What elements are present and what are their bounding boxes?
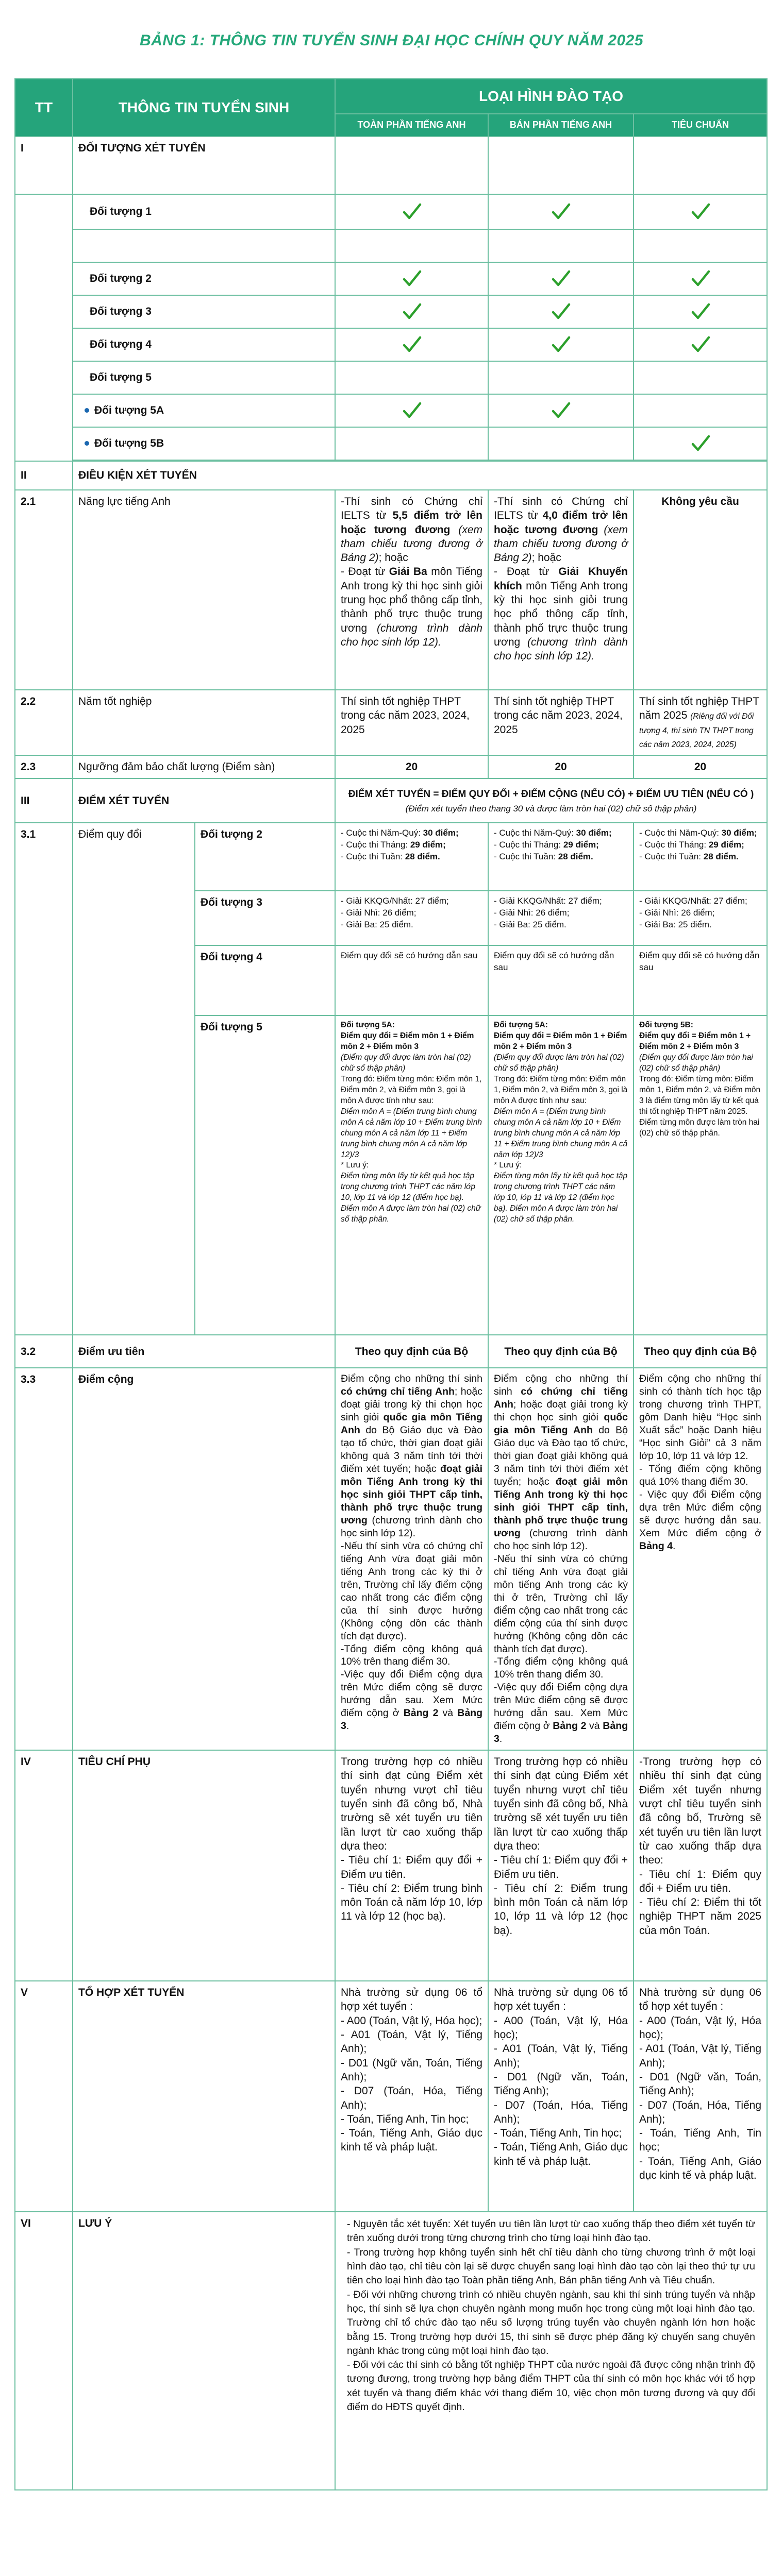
check-icon [488, 194, 634, 229]
grad-year-standard: Thí sinh tốt nghiệp THPT năm 2025 (Riêng đối với Đối tượng 4, thí sinh TN THPT trong các năm 2023, 2024, 2025) [634, 690, 767, 755]
header-tt: TT [15, 79, 73, 137]
combos-half: Nhà trường sử dụng 06 tổ hợp xét tuyển : - A00 (Toán, Vật lý, Hóa học); - A01 (Toán, Vật lý, Tiếng Anh); - D01 (Ngữ văn, Toán, Tiếng Anh); - D07 (Toán, Hóa, Tiếng Anh); - Toán, Tiếng Anh, Tin học; - Toán, Tiếng Anh, Giáo dục kinh tế và pháp luật. [488, 1981, 634, 2212]
floor-score-standard: 20 [634, 755, 767, 778]
target-5b-label: Đối tượng 5B [94, 437, 164, 450]
priority-full: Theo quy định của Bộ [335, 1335, 488, 1368]
sub-label: Đối tượng 4 [195, 945, 335, 1015]
dt4-standard: Điểm quy đổi sẽ có hướng dẫn sau [634, 945, 767, 1015]
note-paragraph: - Đối với những chương trình có nhiều chuyên ngành, sau khi thí sinh trúng tuyển và nhập học, thí sinh sẽ lựa chọn chuyên ngành mong muốn học trong cùng một loại hình đào tạo. Trường chỉ tổ chức đào tạo nếu số lượng trúng tuyển vào chuyên ngành lớn hơn hoặc bằng 15. Trong trường hợp dưới 15, thí sinh sẽ được phép đăng ký chuyển sang chuyên ngành khác trong cùng một loại hình đào tạo. [347, 2289, 756, 2357]
check-icon [634, 295, 767, 328]
row-label: Năng lực tiếng Anh [73, 490, 335, 690]
check-icon [335, 194, 488, 229]
check-icon [634, 194, 767, 229]
combos-full: Nhà trường sử dụng 06 tổ hợp xét tuyển : - A00 (Toán, Vật lý, Hóa học); - A01 (Toán, Vật lý, Tiếng Anh); - D01 (Ngữ văn, Toán, Tiếng Anh); - D07 (Toán, Hóa, Tiếng Anh); - Toán, Tiếng Anh, Tin học; - Toán, Tiếng Anh, Giáo dục kinh tế và pháp luật. [335, 1981, 488, 2212]
section-no: II [15, 461, 73, 490]
grad-year-full: Thí sinh tốt nghiệp THPT trong các năm 2023, 2024, 2025 [335, 690, 488, 755]
dt2-half: - Cuộc thi Năm-Quý: 30 điểm; - Cuộc thi Tháng: 29 điểm; - Cuộc thi Tuần: 28 điểm. [488, 823, 634, 891]
section-label: ĐỐI TƯỢNG XÉT TUYỂN [73, 137, 335, 194]
target-1-label: Đối tượng 1 [73, 194, 335, 229]
row-no: 3.2 [15, 1335, 73, 1368]
dt2-full: - Cuộc thi Năm-Quý: 30 điểm; - Cuộc thi Tháng: 29 điểm; - Cuộc thi Tuần: 28 điểm. [335, 823, 488, 891]
english-req-full: -Thí sinh có Chứng chỉ IELTS từ 5,5 điểm trở lên hoặc tương đương (xem tham chiếu tương đương ở Bảng 2); hoặc - Đoạt từ Giải Ba môn Tiếng Anh trong kỳ thi học sinh giỏi trung học phổ thông cấp tỉnh, thành phố trực thuộc trung ương (chương trình dành cho học sinh lớp 12). [335, 490, 488, 690]
tiebreak-standard: -Trong trường hợp có nhiều thí sinh đạt cùng Điểm xét tuyển nhưng vượt chỉ tiêu tuyển sinh đã công bố, Trường sẽ xét tuyển ưu tiên lần lượt từ cao xuống thấp dựa theo: - Tiêu chí 1: Điểm quy đổi + Điểm ưu tiên. - Tiêu chí 2: Điểm thi tốt nghiệp THPT năm 2025 của môn Toán. [634, 1750, 767, 1981]
check-icon [634, 328, 767, 361]
row-label: Điểm ưu tiên [73, 1335, 335, 1368]
header-info: THÔNG TIN TUYỂN SINH [73, 79, 335, 137]
header-types: LOẠI HÌNH ĐÀO TẠO [335, 79, 767, 114]
section-i-spacer [15, 194, 73, 461]
check-icon [488, 394, 634, 427]
note-paragraph: - Nguyên tắc xét tuyển: Xét tuyển ưu tiên lần lượt từ cao xuống thấp theo điểm xét tuyển từ trên xuống dưới trong từng chương trình cho từng loại hình đào tạo. [347, 2218, 756, 2244]
priority-standard: Theo quy định của Bộ [634, 1335, 767, 1368]
row-no: 3.1 [15, 823, 73, 1335]
bullet-icon [85, 408, 89, 413]
section-label: LƯU Ý [73, 2212, 335, 2490]
check-icon [488, 295, 634, 328]
header-col-full-english: TOÀN PHẦN TIẾNG ANH [335, 114, 488, 137]
bonus-full: Điểm cộng cho những thí sinh có chứng chỉ tiếng Anh; hoặc đoạt giải trong kỳ thi chọn học sinh giỏi quốc gia môn Tiếng Anh do Bộ Giáo dục và Đào tạo tổ chức, thời gian đoạt giải không quá 3 năm tính tới thời điểm xét tuyển; hoặc đoạt giải môn Tiếng Anh trong kỳ thi học sinh giỏi THPT cấp tỉnh, thành phố trực thuộc trung ương (chương trình dành cho học sinh lớp 12). -Nếu thí sinh vừa có chứng chỉ tiếng Anh vừa đoạt giải môn tiếng Anh trong các kỳ thi ở trên, Trường chỉ lấy điểm cộng cao nhất trong các điểm cộng của thí sinh được hưởng (Không cộng dồn các thành tích đạt được). -Tổng điểm cộng không quá 10% trên thang điểm 30. -Việc quy đổi Điểm cộng dựa trên Mức điểm cộng sẽ được hướng dẫn sau. Xem Mức điểm cộng ở Bảng 2 và Bảng 3. [335, 1368, 488, 1750]
admission-table [14, 78, 767, 2490]
note-paragraph: - Trong trường hợp không tuyển sinh hết chỉ tiêu dành cho từng chương trình ở một loại hình đào tạo, chỉ tiêu còn lại sẽ được chuyển sang loại hình đào tạo còn lại theo thứ tự ưu tiên cho loại hình đào tạo Toàn phần tiếng Anh, Bán phần tiếng Anh và Tiêu chuẩn. [347, 2246, 756, 2286]
section-no: I [15, 137, 73, 194]
notes-cell [335, 2212, 767, 2490]
floor-score-half: 20 [488, 755, 634, 778]
grad-year-half: Thí sinh tốt nghiệp THPT trong các năm 2023, 2024, 2025 [488, 690, 634, 755]
check-icon [488, 262, 634, 295]
section-no: V [15, 1981, 73, 2212]
header-col-half-english: BÁN PHẦN TIẾNG ANH [488, 114, 634, 137]
row-label: Năm tốt nghiệp [73, 690, 335, 755]
section-label: ĐIỀU KIỆN XÉT TUYỂN [73, 461, 767, 490]
target-5a-row [73, 394, 335, 427]
combos-standard: Nhà trường sử dụng 06 tổ hợp xét tuyển : - A00 (Toán, Vật lý, Hóa học); - A01 (Toán, Vật lý, Tiếng Anh); - D01 (Ngữ văn, Toán, Tiếng Anh); - D07 (Toán, Hóa, Tiếng Anh); - Toán, Tiếng Anh, Tin học; - Toán, Tiếng Anh, Giáo dục kinh tế và pháp luật. [634, 1981, 767, 2212]
bonus-standard: Điểm cộng cho những thí sinh có thành tích học tập trong chương trình THPT, gồm Danh hiệu “Học sinh Xuất sắc” hoặc Danh hiệu “Học sinh Giỏi” cả 3 năm lớp 10, lớp 11 và lớp 12. - Tổng điểm cộng không quá 10% thang điểm 30. - Việc quy đổi Điểm cộng dựa trên Mức điểm cộng sẽ được hướng dẫn sau. Xem Mức điểm cộng ở Bảng 4. [634, 1368, 767, 1750]
row-label: Điểm quy đổi [73, 823, 195, 1335]
sub-label: Đối tượng 3 [195, 891, 335, 945]
header-col-standard: TIÊU CHUẨN [634, 114, 767, 137]
target-4-label: Đối tượng 4 [73, 328, 335, 361]
dt5-half: Đối tượng 5A: Điểm quy đổi = Điểm môn 1 + Điểm môn 2 + Điểm môn 3 (Điểm quy đổi được làm tròn hai (02) chữ số thập phân) Trong đó: Điểm từng môn: Điểm môn 1, Điểm môn 2, và Điểm môn 3, gọi là môn A được tính như sau: Điểm môn A = (Điểm trung bình chung môn A cả năm lớp 10 + Điểm trung bình chung môn A cả năm lớp 11 + Điểm trung bình chung môn A cả năm lớp 12)/3 * Lưu ý: Điểm từng môn lấy từ kết quả học tập trong chương trình THPT các năm lớp 10, lớp 11 và lớp 12 (điểm học bạ). Điểm môn A được làm tròn hai (02) chữ số thập phân. [488, 1015, 634, 1335]
bonus-half: Điểm cộng cho những thí sinh có chứng chỉ tiếng Anh; hoặc đoạt giải trong kỳ thi chọn học sinh giỏi quốc gia môn Tiếng Anh do Bộ Giáo dục và Đào tạo tổ chức, thời gian đoạt giải không quá 3 năm tính tới thời điểm xét tuyển; hoặc đoạt giải môn Tiếng Anh trong kỳ thi học sinh giỏi THPT cấp tỉnh, thành phố trực thuộc trung ương (chương trình dành cho học sinh lớp 12). -Nếu thí sinh vừa có chứng chỉ tiếng Anh vừa đoạt giải môn tiếng Anh trong các kỳ thi ở trên, Trường chỉ lấy điểm cộng cao nhất trong các điểm cộng của thí sinh được hưởng (Không cộng dồn các thành tích đạt được). -Tổng điểm cộng không quá 10% trên thang điểm 30. -Việc quy đổi Điểm cộng dựa trên Mức điểm cộng sẽ được hướng dẫn sau. Xem Mức điểm cộng ở Bảng 2 và Bảng 3. [488, 1368, 634, 1750]
check-icon [335, 262, 488, 295]
dt5-standard: Đối tượng 5B: Điểm quy đổi = Điểm môn 1 + Điểm môn 2 + Điểm môn 3 (Điểm quy đổi được làm tròn hai (02) chữ số thập phân) Trong đó: Điểm từng môn: Điểm môn 1, Điểm môn 2, và Điểm môn 3 là điểm từng môn lấy từ kết quả thi tốt nghiệp THPT năm 2025. Điểm từng môn được làm tròn hai (02) chữ số thập phân. [634, 1015, 767, 1335]
check-icon [335, 295, 488, 328]
section-no: IV [15, 1750, 73, 1981]
note-paragraph: - Đối với các thí sinh có bằng tốt nghiệp THPT của nước ngoài đã được công nhận trình độ tương đương, trong trường hợp bảng điểm THPT của thí sinh có môn học khác với tổ hợp xét tuyển và thang điểm khác với thang điểm 10, việc chọn môn tương đương và quy đổi điểm do HĐTS quyết định. [347, 2359, 756, 2413]
check-icon [634, 262, 767, 295]
dt3-standard: - Giải KKQG/Nhất: 27 điểm; - Giải Nhì: 26 điểm; - Giải Ba: 25 điểm. [634, 891, 767, 945]
section-label: ĐIỂM XÉT TUYỂN [73, 778, 335, 823]
priority-half: Theo quy định của Bộ [488, 1335, 634, 1368]
target-5b-row [73, 427, 335, 460]
check-icon [335, 328, 488, 361]
dt3-half: - Giải KKQG/Nhất: 27 điểm; - Giải Nhì: 26 điểm; - Giải Ba: 25 điểm. [488, 891, 634, 945]
row-label: Điểm cộng [73, 1368, 335, 1750]
row-no: 3.3 [15, 1368, 73, 1750]
row-label: Ngưỡng đảm bảo chất lượng (Điểm sàn) [73, 755, 335, 778]
dt5-full: Đối tượng 5A: Điểm quy đổi = Điểm môn 1 + Điểm môn 2 + Điểm môn 3 (Điểm quy đổi được làm tròn hai (02) chữ số thập phân) Trong đó: Điểm từng môn: Điểm môn 1, Điểm môn 2, và Điểm môn 3, gọi là môn A được tính như sau: Điểm môn A = (Điểm trung bình chung môn A cả năm lớp 10 + Điểm trung bình chung môn A cả năm lớp 11 + Điểm trung bình chung môn A cả năm lớp 12)/3 * Lưu ý: Điểm từng môn lấy từ kết quả học tập trong chương trình THPT các năm lớp 10, lớp 11 và lớp 12 (điểm học bạ). Điểm môn A được làm tròn hai (02) chữ số thập phân. [335, 1015, 488, 1335]
check-icon [634, 427, 767, 460]
target-2-label: Đối tượng 2 [73, 262, 335, 295]
target-5a-label: Đối tượng 5A [94, 404, 164, 417]
sub-label: Đối tượng 2 [195, 823, 335, 891]
section-no: VI [15, 2212, 73, 2490]
english-req-standard: Không yêu cầu [634, 490, 767, 690]
dt3-full: - Giải KKQG/Nhất: 27 điểm; - Giải Nhì: 26 điểm; - Giải Ba: 25 điểm. [335, 891, 488, 945]
floor-score-full: 20 [335, 755, 488, 778]
target-3-label: Đối tượng 3 [73, 295, 335, 328]
bullet-icon [85, 441, 89, 446]
row-no: 2.3 [15, 755, 73, 778]
check-icon [335, 394, 488, 427]
section-label: TỔ HỢP XÉT TUYỂN [73, 1981, 335, 2212]
page-title: BẢNG 1: THÔNG TIN TUYỂN SINH ĐẠI HỌC CHÍNH QUY NĂM 2025 [139, 32, 644, 49]
section-no: III [15, 778, 73, 823]
section-label: TIÊU CHÍ PHỤ [73, 1750, 335, 1981]
dt4-full: Điểm quy đổi sẽ có hướng dẫn sau [335, 945, 488, 1015]
tiebreak-full: Trong trường hợp có nhiều thí sinh đạt cùng Điểm xét tuyển nhưng vượt chỉ tiêu tuyển sinh đã công bố, Nhà trường sẽ xét tuyển ưu tiên lần lượt từ cao xuống thấp dựa theo: - Tiêu chí 1: Điểm quy đổi + Điểm ưu tiên. - Tiêu chí 2: Điểm trung bình môn Toán cả năm lớp 10, lớp 11 và lớp 12 (học bạ). [335, 1750, 488, 1981]
score-formula: ĐIỂM XÉT TUYỂN = ĐIỂM QUY ĐỔI + ĐIỂM CỘNG (NẾU CÓ) + ĐIỂM ƯU TIÊN (NẾU CÓ ) (Điểm xét tuyển theo thang 30 và được làm tròn hai (02) chữ số thập phân) [335, 778, 767, 823]
target-5-label: Đối tượng 5 [73, 361, 335, 394]
english-req-half: -Thí sinh có Chứng chỉ IELTS từ 4,0 điểm trở lên hoặc tương đương (xem tham chiếu tương đương ở Bảng 2); hoặc - Đoạt từ Giải Khuyến khích môn Tiếng Anh trong kỳ thi học sinh giỏi trung học phổ thông cấp tỉnh, thành phố trực thuộc trung ương (chương trình dành cho học sinh lớp 12). [488, 490, 634, 690]
sub-label: Đối tượng 5 [195, 1015, 335, 1335]
check-icon [488, 328, 634, 361]
dt4-half: Điểm quy đổi sẽ có hướng dẫn sau [488, 945, 634, 1015]
row-no: 2.2 [15, 690, 73, 755]
tiebreak-half: Trong trường hợp có nhiều thí sinh đạt cùng Điểm xét tuyển nhưng vượt chỉ tiêu tuyển sinh đã công bố, Nhà trường sẽ xét tuyển ưu tiên lần lượt từ cao xuống thấp dựa theo: - Tiêu chí 1: Điểm quy đổi + Điểm ưu tiên. - Tiêu chí 2: Điểm trung bình môn Toán cả năm lớp 10, lớp 11 và lớp 12 (học bạ). [488, 1750, 634, 1981]
dt2-standard: - Cuộc thi Năm-Quý: 30 điểm; - Cuộc thi Tháng: 29 điểm; - Cuộc thi Tuần: 28 điểm. [634, 823, 767, 891]
row-no: 2.1 [15, 490, 73, 690]
